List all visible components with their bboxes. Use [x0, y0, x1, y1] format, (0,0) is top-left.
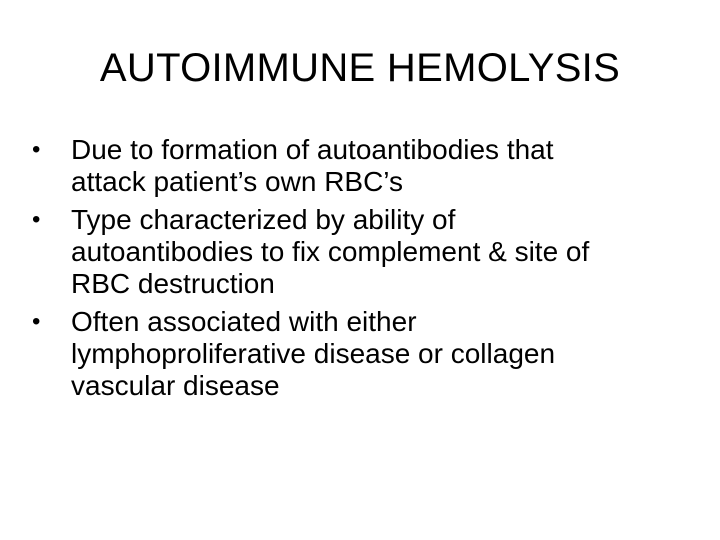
bullet-item-associated [28, 306, 688, 402]
bullet-line: vascular disease [71, 370, 280, 401]
bullet-line: attack patient’s own RBC’s [71, 166, 404, 197]
bullet-item-formation [28, 134, 688, 198]
bullet-line: lymphoproliferative disease or collagen [71, 338, 556, 369]
bullet-text [71, 306, 555, 402]
bullet-line: Type characterized by ability of [71, 204, 456, 235]
bullet-line: Due to formation of autoantibodies that [71, 134, 554, 165]
bullet-text [71, 204, 589, 300]
bullet-dot-icon: • [32, 206, 41, 233]
bullet-dot-icon: • [32, 308, 41, 335]
bullet-item-type [28, 204, 688, 300]
slide-title: AUTOIMMUNE HEMOLYSIS [99, 46, 621, 90]
bullet-dot-icon: • [32, 136, 41, 163]
bullet-text [71, 134, 554, 198]
bullet-line: Often associated with either [71, 306, 417, 337]
bullet-line: autoantibodies to fix complement & site of [71, 236, 590, 267]
bullet-line: RBC destruction [71, 268, 275, 299]
bullet-list [28, 134, 688, 408]
